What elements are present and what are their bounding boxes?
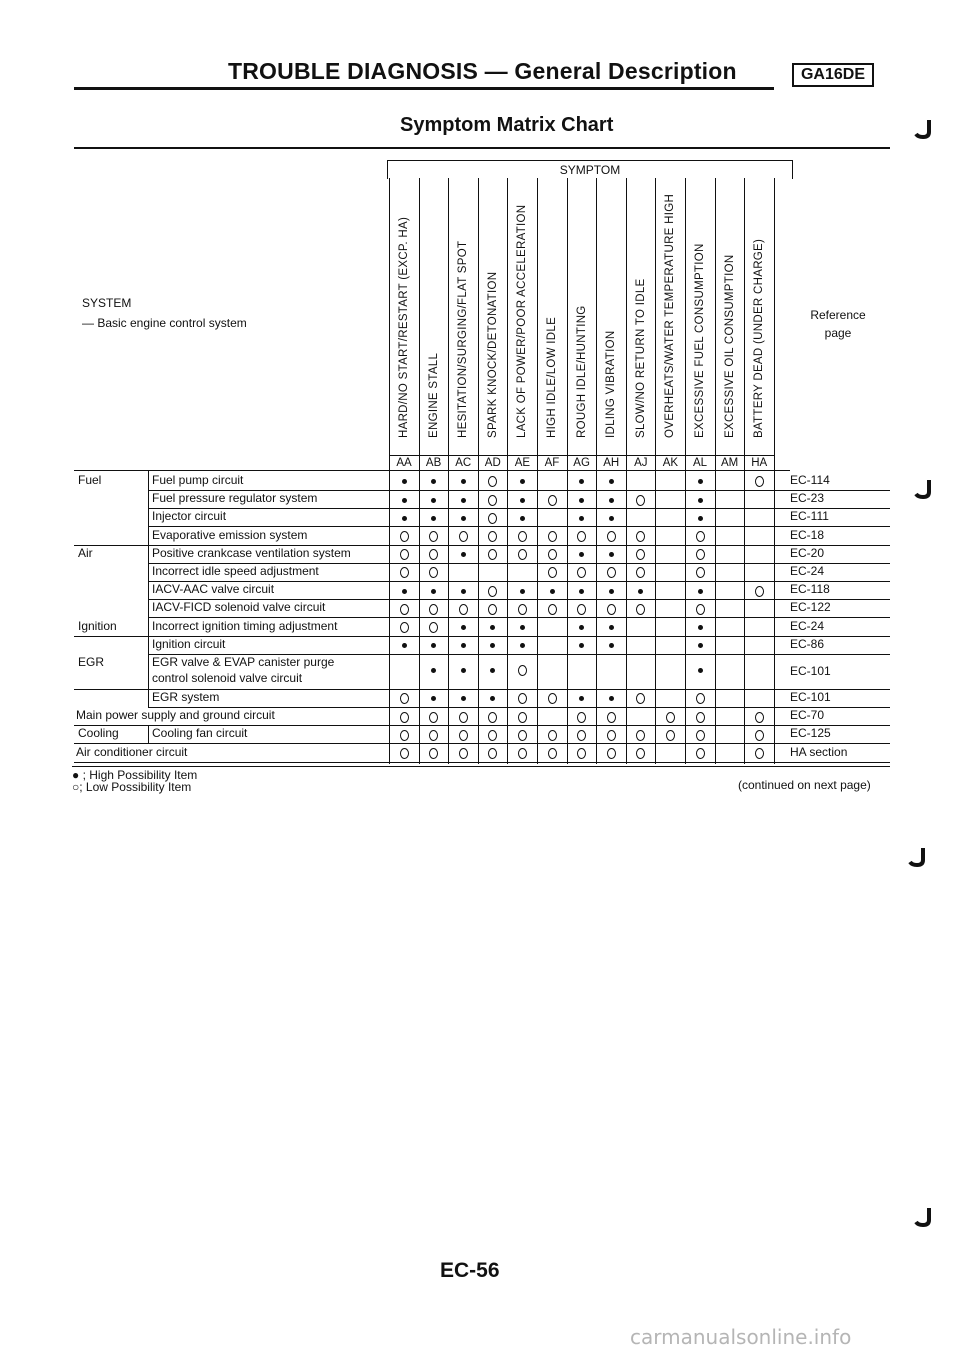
low-possibility-mark <box>744 475 774 487</box>
system-heading: SYSTEM <box>82 296 132 310</box>
low-possibility-mark <box>685 566 715 578</box>
row-label: Incorrect idle speed adjustment <box>152 564 319 578</box>
low-possibility-mark <box>478 747 508 759</box>
low-possibility-mark <box>419 602 449 614</box>
low-possibility-mark <box>389 710 419 722</box>
low-possibility-mark <box>448 710 478 722</box>
high-possibility-mark <box>419 664 449 676</box>
reference-page: EC-122 <box>790 600 831 615</box>
low-possibility-mark <box>596 710 626 722</box>
page-tick-mark <box>906 846 928 868</box>
chart-title: Symptom Matrix Chart <box>400 114 614 136</box>
high-possibility-mark <box>567 621 597 633</box>
symptom-header <box>659 180 681 454</box>
high-possibility-mark <box>685 664 715 676</box>
engine-badge: GA16DE <box>792 63 874 87</box>
low-possibility-mark <box>744 747 774 759</box>
low-possibility-mark <box>744 710 774 722</box>
low-possibility-mark <box>567 530 597 542</box>
row-label: Main power supply and ground circuit <box>76 708 275 723</box>
reference-page: EC-18 <box>790 527 825 542</box>
reference-page: EC-24 <box>790 564 825 578</box>
code-row-rule <box>389 455 774 456</box>
low-possibility-mark <box>685 530 715 542</box>
high-possibility-mark <box>419 692 449 704</box>
low-possibility-mark <box>655 710 685 722</box>
high-possibility-mark <box>596 475 626 487</box>
row-label: IACV-AAC valve circuit <box>152 582 275 597</box>
symptom-header <box>482 180 504 454</box>
high-possibility-mark <box>596 548 626 560</box>
low-possibility-mark <box>685 747 715 759</box>
low-possibility-mark <box>626 747 656 759</box>
low-possibility-mark <box>626 548 656 560</box>
high-possibility-mark <box>596 692 626 704</box>
symptom-code: AD <box>484 457 501 469</box>
symptom-label: OVERHEATS/WATER TEMPERATURE HIGH <box>664 193 677 438</box>
row-label: Evaporative emission system <box>152 527 308 542</box>
header-title: TROUBLE DIAGNOSIS — General Description <box>228 58 737 84</box>
high-possibility-mark <box>567 493 597 505</box>
low-possibility-mark <box>478 710 508 722</box>
high-possibility-mark <box>419 475 449 487</box>
low-possibility-mark <box>626 602 656 614</box>
low-possibility-mark <box>596 747 626 759</box>
high-possibility-mark <box>419 639 449 651</box>
low-possibility-mark <box>389 548 419 560</box>
row-label: EGR valve & EVAP canister purge <box>152 655 335 669</box>
symptom-code: AJ <box>634 457 648 469</box>
low-possibility-mark <box>626 530 656 542</box>
symptom-header <box>719 180 741 454</box>
low-possibility-mark <box>389 566 419 578</box>
row-label: EGR system <box>152 690 220 704</box>
page-number: EC-56 <box>440 1259 500 1282</box>
high-possibility-mark <box>507 584 537 596</box>
symptom-label: EXCESSIVE FUEL CONSUMPTION <box>694 243 706 438</box>
low-possibility-mark <box>478 548 508 560</box>
low-possibility-mark <box>596 728 626 740</box>
high-possibility-mark <box>507 511 537 523</box>
symptom-header <box>423 180 445 454</box>
legend-high: ● ; High Possibility Item <box>72 768 198 782</box>
low-possibility-mark <box>478 728 508 740</box>
high-possibility-mark <box>419 584 449 596</box>
high-possibility-mark <box>596 511 626 523</box>
low-possibility-mark <box>507 548 537 560</box>
low-possibility-mark <box>389 530 419 542</box>
high-possibility-mark <box>389 639 419 651</box>
code-row-rule <box>74 470 790 471</box>
symptom-code: HA <box>751 457 768 469</box>
high-possibility-mark <box>685 584 715 596</box>
row-label: Cooling fan circuit <box>152 726 248 741</box>
low-possibility-mark <box>419 530 449 542</box>
symptom-label: IDLING VIBRATION <box>605 330 618 438</box>
row-label-continued: control solenoid valve circuit <box>152 671 303 685</box>
low-possibility-mark <box>478 475 508 487</box>
low-possibility-mark <box>389 728 419 740</box>
category-divider <box>148 470 149 707</box>
low-possibility-mark <box>537 602 567 614</box>
low-possibility-mark <box>507 728 537 740</box>
low-possibility-mark <box>478 530 508 542</box>
low-possibility-mark <box>744 728 774 740</box>
reference-page: EC-114 <box>790 473 830 487</box>
high-possibility-mark <box>389 511 419 523</box>
low-possibility-mark <box>507 710 537 722</box>
symptom-code: AB <box>425 457 442 469</box>
row-rule <box>74 762 890 763</box>
low-possibility-mark <box>685 728 715 740</box>
legend-rule <box>72 766 890 767</box>
symptom-header <box>452 180 474 454</box>
low-possibility-mark <box>478 584 508 596</box>
low-possibility-mark <box>389 692 419 704</box>
row-label: Positive crankcase ventilation system <box>152 545 351 560</box>
symptom-header <box>600 180 622 454</box>
low-possibility-mark <box>478 602 508 614</box>
symptom-code: AF <box>544 457 560 469</box>
high-possibility-mark <box>478 639 508 651</box>
row-label: IACV-FICD solenoid valve circuit <box>152 600 326 615</box>
low-possibility-mark <box>567 747 597 759</box>
high-possibility-mark <box>596 493 626 505</box>
symptom-label: ROUGH IDLE/HUNTING <box>575 305 588 438</box>
symptom-code: AG <box>573 457 590 469</box>
high-possibility-mark <box>567 639 597 651</box>
low-possibility-mark <box>448 530 478 542</box>
low-possibility-mark <box>685 710 715 722</box>
reference-page: EC-24 <box>790 618 825 633</box>
row-rule <box>148 508 890 509</box>
low-possibility-mark <box>626 692 656 704</box>
symptom-label: ENGINE STALL <box>427 352 440 438</box>
high-possibility-mark <box>537 584 567 596</box>
high-possibility-mark <box>448 548 478 560</box>
low-possibility-mark <box>537 692 567 704</box>
high-possibility-mark <box>567 475 597 487</box>
low-possibility-mark <box>626 728 656 740</box>
reference-page: EC-125 <box>790 726 831 741</box>
reference-page: HA section <box>790 744 848 759</box>
high-possibility-mark <box>448 639 478 651</box>
row-label: Incorrect ignition timing adjustment <box>152 618 338 633</box>
page-tick-mark <box>912 1206 934 1228</box>
reference-page: EC-20 <box>790 545 825 560</box>
title-rule <box>74 147 890 149</box>
symptom-label: LACK OF POWER/POOR ACCELERATION <box>516 204 529 438</box>
high-possibility-mark <box>448 493 478 505</box>
continued-note: (continued on next page) <box>738 778 871 792</box>
low-possibility-mark <box>419 728 449 740</box>
category-label: EGR <box>78 655 105 669</box>
symptom-header <box>511 180 533 454</box>
symptom-label: BATTERY DEAD (UNDER CHARGE) <box>753 238 766 438</box>
low-possibility-mark <box>626 493 656 505</box>
page-tick-mark <box>912 478 934 500</box>
high-possibility-mark <box>507 475 537 487</box>
low-possibility-mark <box>567 728 597 740</box>
high-possibility-mark <box>685 621 715 633</box>
low-possibility-mark <box>537 728 567 740</box>
high-possibility-mark <box>685 475 715 487</box>
low-possibility-mark <box>744 584 774 596</box>
high-possibility-mark <box>419 511 449 523</box>
low-possibility-mark <box>448 728 478 740</box>
low-possibility-mark <box>419 621 449 633</box>
symptom-label: SLOW/NO RETURN TO IDLE <box>634 278 647 438</box>
low-possibility-mark <box>507 530 537 542</box>
low-possibility-mark <box>537 747 567 759</box>
low-possibility-mark <box>537 493 567 505</box>
reference-page: EC-70 <box>790 708 825 723</box>
system-subheading: — Basic engine control system <box>82 316 247 330</box>
low-possibility-mark <box>567 710 597 722</box>
low-possibility-mark <box>537 548 567 560</box>
symptom-code: AL <box>692 457 708 469</box>
legend-low: ○; Low Possibility Item <box>72 780 192 794</box>
symptom-header <box>689 180 711 454</box>
low-possibility-mark <box>419 566 449 578</box>
row-label: Fuel pressure regulator system <box>152 491 318 506</box>
low-possibility-mark <box>419 710 449 722</box>
row-label: Ignition circuit <box>152 636 226 651</box>
low-possibility-mark <box>685 692 715 704</box>
high-possibility-mark <box>596 639 626 651</box>
high-possibility-mark <box>448 621 478 633</box>
low-possibility-mark <box>478 493 508 505</box>
symptom-header <box>571 180 593 454</box>
category-divider <box>148 725 149 743</box>
low-possibility-mark <box>537 566 567 578</box>
low-possibility-mark <box>567 602 597 614</box>
symptom-header <box>541 180 563 454</box>
legend-high-text: ; High Possibility Item <box>82 768 198 782</box>
symptom-label: HARD/NO START/RESTART (EXCP. HA) <box>398 216 410 438</box>
low-possibility-mark <box>596 602 626 614</box>
symptom-code: AC <box>455 457 472 469</box>
reference-page: EC-23 <box>790 491 825 506</box>
high-possibility-mark <box>626 584 656 596</box>
high-possibility-mark <box>685 511 715 523</box>
row-rule <box>74 743 890 744</box>
high-possibility-mark <box>567 692 597 704</box>
high-possibility-mark <box>448 664 478 676</box>
low-possibility-mark <box>596 530 626 542</box>
high-possibility-mark <box>478 692 508 704</box>
high-possibility-mark <box>448 584 478 596</box>
low-possibility-mark <box>507 692 537 704</box>
low-possibility-mark <box>537 530 567 542</box>
low-possibility-mark <box>507 664 537 676</box>
low-possibility-mark <box>655 728 685 740</box>
low-possibility-mark <box>507 747 537 759</box>
low-possibility-mark <box>596 566 626 578</box>
reference-page: EC-101 <box>790 690 831 704</box>
low-possibility-mark <box>626 566 656 578</box>
high-possibility-mark <box>596 621 626 633</box>
low-possibility-mark <box>567 566 597 578</box>
legend-low-text: ; Low Possibility Item <box>79 780 192 794</box>
symptom-code: AE <box>514 457 531 469</box>
symptom-code: AA <box>396 457 412 469</box>
low-possibility-mark <box>507 602 537 614</box>
high-possibility-mark <box>567 511 597 523</box>
symptom-label: HESITATION/SURGING/FLAT SPOT <box>457 240 470 438</box>
low-possibility-mark <box>448 747 478 759</box>
reference-page: EC-101 <box>790 664 831 678</box>
low-possibility-mark <box>419 548 449 560</box>
row-label: Fuel pump circuit <box>152 473 244 487</box>
high-possibility-mark <box>596 584 626 596</box>
high-possibility-mark <box>507 493 537 505</box>
low-possibility-mark <box>448 602 478 614</box>
reference-heading: Reference page <box>810 308 866 340</box>
high-possibility-mark <box>567 548 597 560</box>
low-possibility-mark <box>389 602 419 614</box>
category-label: Air <box>78 545 93 560</box>
symptom-label: SPARK KNOCK/DETONATION <box>486 271 499 438</box>
reference-page: EC-86 <box>790 636 825 651</box>
high-possibility-mark <box>389 584 419 596</box>
symptom-header <box>748 180 770 454</box>
symptom-heading: SYMPTOM <box>387 160 793 179</box>
high-possibility-mark <box>507 639 537 651</box>
low-possibility-mark <box>478 511 508 523</box>
high-possibility-mark <box>685 639 715 651</box>
header-rule <box>74 87 774 90</box>
low-possibility-mark <box>389 747 419 759</box>
symptom-code: AH <box>603 457 620 469</box>
low-possibility-mark <box>685 602 715 614</box>
category-label: Ignition <box>78 618 117 633</box>
low-possibility-mark <box>389 621 419 633</box>
high-possibility-mark <box>685 493 715 505</box>
high-possibility-mark <box>448 692 478 704</box>
high-possibility-mark <box>448 475 478 487</box>
category-label: Fuel <box>78 473 102 487</box>
reference-page: EC-118 <box>790 582 830 597</box>
symptom-header <box>630 180 652 454</box>
row-label: Injector circuit <box>152 509 227 524</box>
category-label: Cooling <box>78 726 119 741</box>
row-label: Air conditioner circuit <box>76 744 188 759</box>
high-possibility-mark <box>478 664 508 676</box>
watermark: carmanualsonline.info <box>630 1325 852 1349</box>
low-possibility-mark <box>685 548 715 560</box>
high-possibility-mark <box>389 475 419 487</box>
symptom-header <box>393 180 415 454</box>
symptom-label: HIGH IDLE/LOW IDLE <box>546 316 558 438</box>
low-possibility-mark <box>419 747 449 759</box>
page-tick-mark <box>912 118 934 140</box>
high-possibility-mark <box>389 493 419 505</box>
symptom-code: AK <box>662 457 679 469</box>
high-possibility-mark <box>478 621 508 633</box>
high-possibility-mark <box>419 493 449 505</box>
symptom-code: AM <box>720 457 739 469</box>
high-possibility-mark <box>567 584 597 596</box>
high-possibility-mark <box>448 511 478 523</box>
symptom-label: EXCESSIVE OIL CONSUMPTION <box>723 254 736 438</box>
high-possibility-mark <box>507 621 537 633</box>
reference-page: EC-111 <box>790 509 829 524</box>
